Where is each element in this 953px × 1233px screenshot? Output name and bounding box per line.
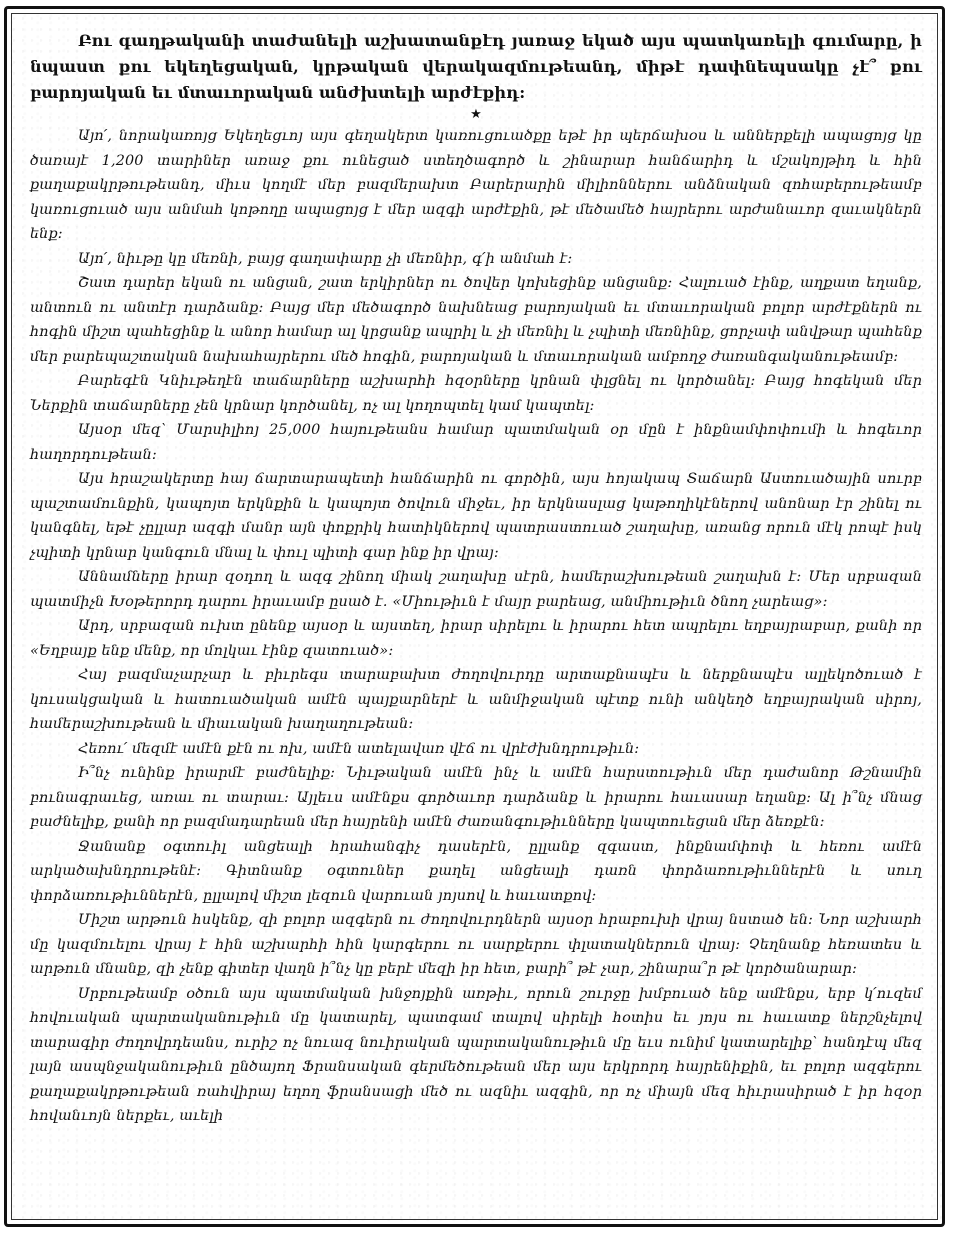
star-separator-icon: ★ bbox=[470, 107, 482, 122]
paragraph-13: Միշտ արթուն հսկենք, զի բոլոր ազգերն ու ժողովուրդներն այսօր հրաբուխի վրայ նստած են: Նոր աշխարհ մը կազմուելու վրայ է հին աշխարհի հին կարգերու ու սարքերու փլատակներուն վրայ: Չեղնանք հեռատես և արթուն մնանք, զի չենք գիտեր վաղն ի՞նչ կը բերէ մեզի իր հետ, բարի՞ թէ չար, շինարա՞ր թէ կործանարար: bbox=[30, 912, 922, 977]
paragraph-9: Հայ բազմաչարչար և բիւրեգս տարաբախտ ժողովուրդը արտաքնապէս և ներքնապէս ալլեկոծուած է կուսակցական և հատուածական ամէն պայքարներէ և անմիջական պէտք ունի անկեղծ եղբայրական սիրոյ, համերաշխութեան և միաւական խաղաղութեան: bbox=[30, 667, 922, 732]
paragraph-2: Այո՛, նիւթը կը մեռնի, բայց գաղափարը չի մեռնիր, գ՛ի անմահ է: bbox=[78, 250, 573, 267]
paragraph-11: Ի՞նչ ունինք իրարմէ բաժնելիք: Նիւթական ամէն ինչ և ամէն հարստութիւն մեր դաժանոր Թշնամին բունագրաւեց, առաւ ու տարաւ: Այլեւս ամէնքս գործաւոր դարձանք և իրարու հաւասար եղանք: Ալ ի՞նչ մնաց բաժնելիք, քանի որ բազմադարեան մեր հայրենի ամէն ժառանգութիւնները կապտուեցան մեր ձեռքէն: bbox=[30, 765, 922, 830]
paragraph-1: Այո՛, նորակառոյց Եկեղեցւոյ այս գեղակերտ կառուցուածքը եթէ իր պերճախօս և աններքելի ապացոյց կը ծառայէ 1,200 տարիներ առաջ քու ունեցած ստեղծագործ և շինարար հանճարիդ և մշակոյթիդ և հին քաղաքակրթութեանդ, միւս կողմէ մեր բազմերախտ Բարերարին միլիոններու անձնական զոհաբերութեամբ կառուցուած այս անմահ կոթողը ապացոյց է մեր ազգի արժէքին, թէ մեծամեծ հայրերու արժանաւոր զաւակներն ենք: bbox=[30, 128, 922, 242]
article-body bbox=[30, 28, 922, 1124]
intro-paragraph: Բու գաղթականի տաժանելի աշխատանքէդ յառաջ եկած այս պատկառելի գումարը, ի նպաստ քու եկեղեցական, կրթական վերակազմութեանդ, միթէ դափնեպսակը չէ՞ քու բարոյական եւ մտաւորական անժխտելի արժէքիդ: bbox=[30, 31, 922, 102]
paragraph-10: Հեռու՛ մեզմէ ամէն քէն ու ոխ, ամէն ատելավառ վէճ ու վրէժխնդրութիւն: bbox=[78, 740, 640, 757]
paragraph-7: Աննամները իրար զօդող և ազգ շինող միակ շաղախը սէրն, համերաշխութեան շաղախն է: Մեր սրբազան պատմիչն Խօթերորդ դարու իրաւամբ ըսած է. «Միութիւն է մայր բարեաց, անմիութիւն ծնող չարեաց»: bbox=[30, 569, 922, 610]
paragraph-8: Արդ, սրբազան ուխտ ընենք այսօր և այստեղ, իրար սիրելու և իրարու հետ ապրելու եղբայրաբար, քանի որ «Եղբայք ենք մենք, որ մոլկաւ էինք զատուած»: bbox=[30, 618, 922, 659]
paragraph-3: Շատ դարեր եկան ու անցան, շատ երկիրներ ու ծովեր կոխեցինք անցանք: Հալուած էինք, աղքատ եղանք, անտուն ու անտէր դարձանք: Բայց մեր մեծագործ նախնեաց բարոյական եւ մտաւորական բոլոր արժէքներն ու հոգին միշտ պահեցինք և անոր համար ալ կրցանք ապրիլ և չի մեռնիլ և չպիտի մեռնինք, ցորչափ անվթար պահենք մեր բարեպաշտական նախահայրերու մեծ հոգին, բարոյական և մտաւորական ամբողջ ժառանգականութեամբ: bbox=[30, 275, 922, 365]
paragraph-5: Այսօր մեզ՝ Մարսիլիոյ 25,000 հայութեանս համար պատմական օր մըն է ինքնամփոփումի և հոգեւոր հաղորդութեան: bbox=[30, 422, 922, 463]
paragraph-14: Սրբութեամբ օծուն այս պատմական խնջոյքին առթիւ, որուն շուրջը խմբուած ենք ամէնքս, երբ կ՛ուզեմ հովուական պարտականութիւն մը կատարել, պատգամ տալով սիրելի հօտիս եւ յոյս ու հաւատք ներշնչելով տարագիր ժողովրդեանս, ուրիշ ոչ նուազ նուիրական պարտականութիւն մը եւս ունիմ կատարելիք՝ հանդէպ մեզ լայն ասպնջականութիւն ընծայող Ֆրանսական գերմեծութեան մեր այս երկրորդ հայրենիքին, եւ բոլոր ազգերու քաղաքակրթութեան ռահվիրայ եղող ֆրանսացի մեծ ու ազնիւ ազգին, որ ոչ միայն մեզ հիւրասիրած է իր հզօր հովանւոյն ներքեւ, աւելի bbox=[30, 985, 922, 1124]
paragraph-4: Բարեգէն Կնիւթեղէն տաճարները աշխարհի հզօրները կրնան փլցնել ու կործանել: Բայց հոգեկան մեր Ներքին տաճարները չեն կրնար կործանել, ոչ ալ կողոպտել կամ կապտել: bbox=[30, 373, 922, 414]
paragraph-12: Ջանանք օգտուիլ անցեալի հրահանգիչ դասերէն, ըլլանք զգաստ, ինքնամփոփ և հեռու ամէն արկածախնդրութենէ: Գիտնանք օգտուներ քաղել անցեալի դառն փորձառութիւններէն և սուղ փորձառութիւններէն, ըլլալով միշտ լեզուն վարուան յոյսով և հաւատքով: bbox=[30, 838, 922, 904]
paragraph-6: Այս հրաշակերտը հայ ճարտարապետի հանճարին ու գործին, այս հոյակապ Տաճարն Աստուածային սուրբ պաշտամունքին, կապոյտ երկնքին և կապոյտ ծովուն միջեւ, իր երկնասլաց կաթողիկէներով անոնար էր շինել ու կանգնել, եթէ չըլլար ազգի մանր այն փոքրիկ հատիկներով պատրաստուած շաղախը, առանց որուն մէկ րոպէ իսկ չպիտի կրնար կանգուն մնալ և փուլ պիտի գար ինք իր վրայ: bbox=[30, 471, 922, 561]
